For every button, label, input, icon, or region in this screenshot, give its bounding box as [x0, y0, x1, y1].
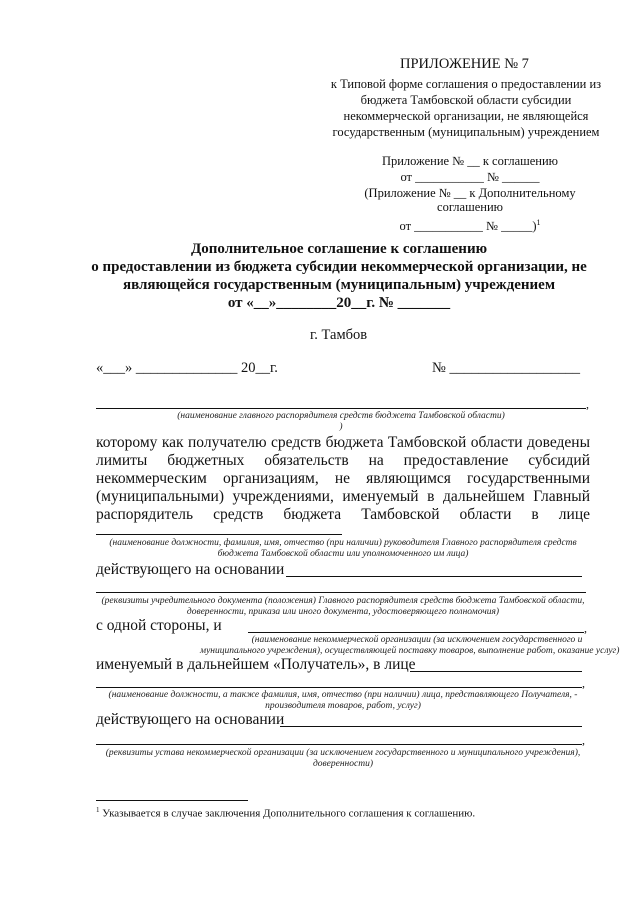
ref-line: соглашению: [437, 200, 503, 214]
footnote: [96, 806, 475, 820]
ref-line: Приложение № __ к соглашению: [381, 154, 559, 168]
one-side-label: с одной стороны, и: [96, 617, 222, 634]
place-of-signing: г. Тамбов: [310, 327, 368, 343]
ref-line-text: от ___________ № _____): [399, 219, 537, 234]
official-caption: (наименование должности, фамилия, имя, отчество (при наличии) руководителя Главного распорядителя средств: [109, 538, 577, 548]
charter-caption: доверенности): [312, 759, 374, 769]
footnote-text: Указывается в случае заключения Дополнительного соглашения к соглашению.: [102, 807, 476, 820]
paragraph-line: лимиты бюджетных обязательств на предоставление субсидий: [96, 452, 590, 469]
ref-line: [350, 215, 590, 235]
paragraph-line: некоммерческим организациям, не являющимся государственными: [96, 470, 590, 487]
acting-basis-label: действующего на основании: [96, 561, 285, 578]
footnote-separator: [96, 800, 248, 801]
appendix-line: бюджета Тамбовской области субсидии: [360, 93, 572, 107]
paragraph-line: которому как получателю средств бюджета Тамбовской области доведены: [96, 434, 590, 451]
representative-caption: (наименование должности, а также фамилия, имя, отчество (при наличии) лица, представляющего Получателя, -: [108, 690, 578, 700]
footnote-mark: 1: [96, 806, 100, 814]
recipient-label: именуемый в дальнейшем «Получатель», в лице: [96, 656, 416, 673]
official-name-line: [96, 534, 342, 535]
recipient-line: [410, 671, 582, 672]
comma: ,: [582, 733, 585, 747]
document-title: Дополнительное соглашение к соглашению: [190, 241, 488, 257]
paragraph-line: распорядитель средств бюджета Тамбовской области в лице: [96, 506, 590, 523]
organization-caption: муниципального учреждения), осуществляющей поставку товаров, выполнение работ, оказание услуг): [200, 646, 620, 656]
ref-line: от ___________ № ______: [400, 170, 540, 184]
grantor-caption-tail: ): [339, 422, 343, 432]
document-title: являющейся государственным (муниципальным) учреждением: [122, 277, 556, 293]
official-caption: бюджета Тамбовской области или уполномоченного им лица): [217, 549, 469, 559]
acting-basis-label: действующего на основании: [96, 711, 285, 728]
appendix-line: государственным (муниципальным) учреждением: [332, 125, 600, 139]
acting-basis-line: [280, 726, 582, 727]
comma: ,: [584, 621, 587, 635]
representative-caption: производителя товаров, работ, услуг): [265, 701, 421, 711]
charter-line: [96, 744, 582, 745]
comma: ,: [586, 397, 589, 411]
appendix-line: к Типовой форме соглашения о предоставлении из: [330, 77, 602, 91]
comma: ,: [582, 676, 585, 690]
appendix-line: некоммерческой организации, не являющейся: [343, 109, 589, 123]
charter-caption: (реквизиты устава некоммерческой организации (за исключением государственного и муниципального учреждения),: [105, 748, 581, 758]
appendix-title: ПРИЛОЖЕНИЕ № 7: [400, 56, 529, 72]
representative-line: [96, 687, 582, 688]
acting-basis-line: [286, 576, 582, 577]
grantor-name-line: [96, 408, 586, 409]
organization-name-line: [248, 632, 584, 633]
paragraph-line: (муниципальными) учреждениями, именуемый в дальнейшем Главный: [96, 488, 590, 505]
docs-caption: (реквизиты учредительного документа (положения) Главного распорядителя средств бюджета Тамбовской области,: [101, 596, 585, 606]
ref-line: (Приложение № __ к Дополнительному: [364, 186, 576, 200]
organization-caption: (наименование некоммерческой организации (за исключением государственного и: [251, 635, 583, 645]
docs-caption: доверенности, приказа или иного документа, удостоверяющего полномочия): [186, 607, 500, 617]
footnote-mark: 1: [536, 218, 541, 227]
document-title: о предоставлении из бюджета субсидии некоммерческой организации, не: [91, 259, 587, 275]
docs-line: [96, 592, 586, 593]
document-title: от «__»________20__г. № _______: [227, 295, 451, 311]
agreement-date: «___» ______________ 20__г.: [96, 360, 278, 376]
agreement-number: № __________________: [432, 360, 580, 376]
grantor-caption: (наименование главного распорядителя средств бюджета Тамбовской области): [177, 411, 505, 421]
